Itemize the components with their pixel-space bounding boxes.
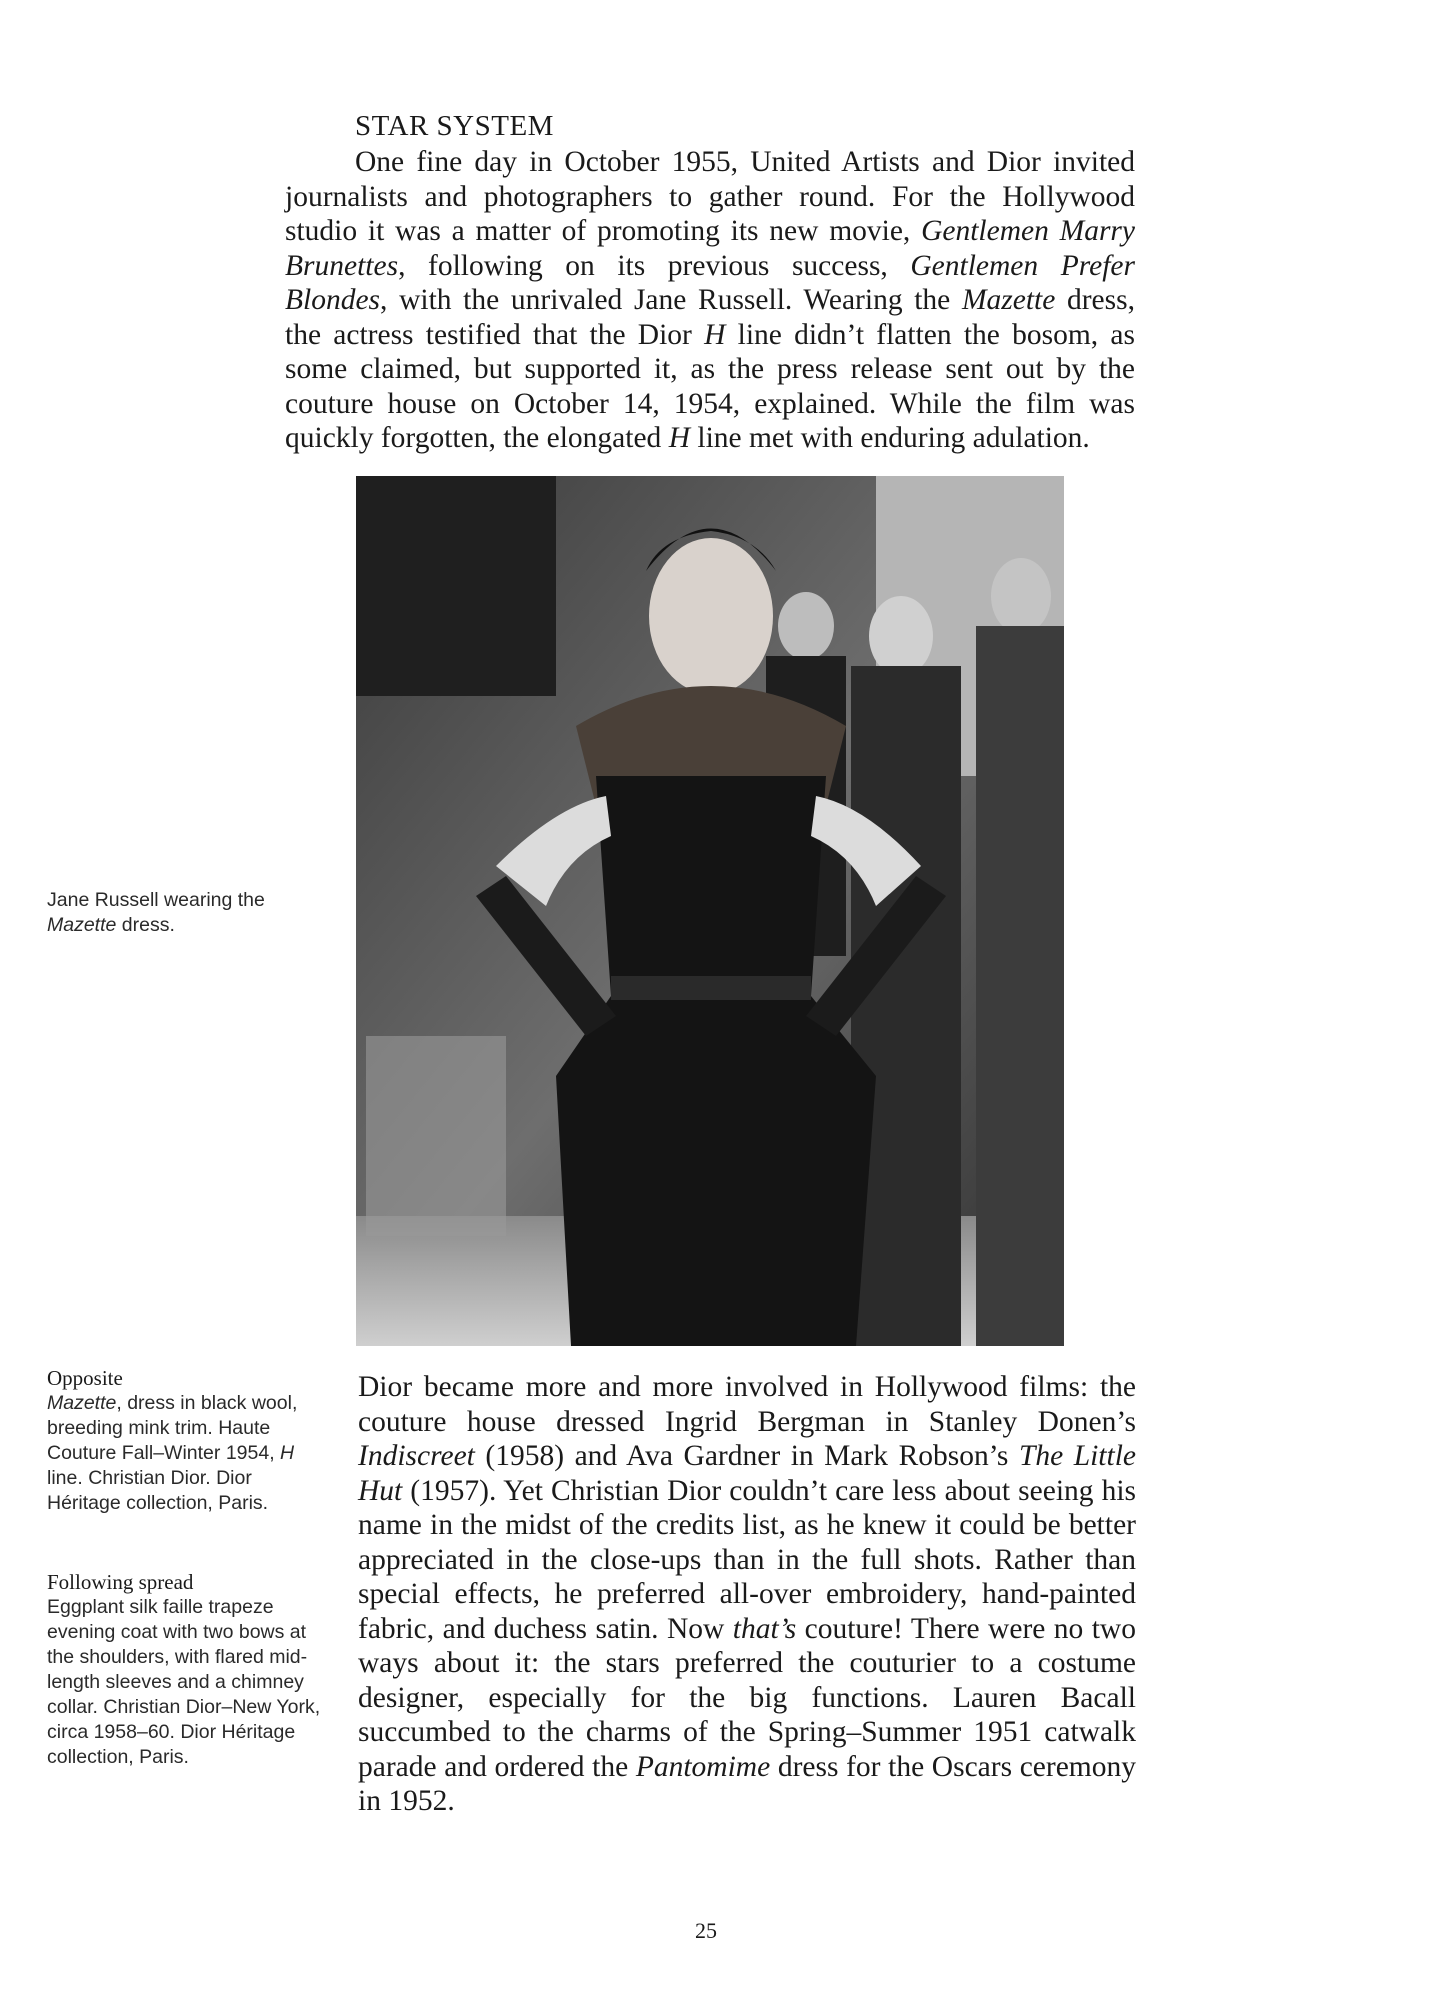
text-run: Eggplant silk faille trapeze evening coat with two bows at the shoulders, with flared mid-length sleeves and a chimney collar. Christian Dior–New York, circa 1958–60. Dior Héritage collection, Paris. <box>47 1596 321 1768</box>
text-run: One fine day in October 1955, United Artists and Dior invited journalists and photographers to gather round. For the Hollywood studio it was a matter of promoting its new movie, <box>285 146 1135 247</box>
text-run: line didn’t flatten the bosom, as some claimed, but supported it, as the press release sent out by the couture house on October 14, 1954, explained. While the film was quickly forgotten, the elongated <box>285 318 1135 454</box>
text-run: dress. <box>116 914 175 936</box>
text-run: , following on its previous success, <box>398 249 911 282</box>
text-run: dress for the Oscars ceremony in 1952. <box>358 1750 1137 1817</box>
body-paragraph-2 <box>358 1370 1136 1819</box>
italic-run: Pantomime <box>635 1750 771 1783</box>
text-run: couture! There were no two ways about it: the stars preferred the couturier to a costume designer, especially for the big functions. Lauren Bacall succumbed to the charms of the Spring–Summer 1951 catwalk parade and ordered the <box>358 1612 1136 1783</box>
italic-run: Mazette <box>47 914 117 936</box>
italic-run: Gentlemen Prefer Blondes <box>285 249 1135 316</box>
body-paragraph-1 <box>285 145 1135 456</box>
text-run: (1958) and Ava Gardner in Mark Robson’s <box>474 1440 1019 1472</box>
caption-opposite <box>47 1366 327 1516</box>
caption-opposite-label: Opposite <box>47 1366 123 1390</box>
jane-russell-photo <box>356 476 1064 1346</box>
text-run: , with the unrivaled Jane Russell. Wearing the <box>380 284 962 316</box>
text-run: line. Christian Dior. Dior Héritage collection, Paris. <box>47 1467 269 1514</box>
italic-run: H <box>704 318 726 351</box>
text-run: , dress in black wool, breeding mink trim. Haute Couture Fall–Winter 1954, <box>47 1392 298 1464</box>
italic-run: H <box>280 1442 295 1464</box>
photo-caption <box>47 888 327 938</box>
section-heading: STAR SYSTEM <box>355 110 554 142</box>
page-number: 25 <box>695 1918 717 1943</box>
caption-following-label: Following spread <box>47 1570 194 1594</box>
italic-run: Indiscreet <box>358 1440 475 1472</box>
italic-run: Mazette <box>961 284 1056 316</box>
text-run: dress, the actress testified that the Dior <box>285 284 1135 351</box>
caption-following-body <box>47 1596 320 1768</box>
caption-following <box>47 1570 327 1770</box>
italic-run: H <box>668 422 690 454</box>
text-run: Jane Russell wearing the <box>47 889 265 911</box>
italic-run: The Little Hut <box>358 1440 1136 1507</box>
text-run: (1957). Yet Christian Dior couldn’t care less about seeing his name in the midst of the credits list, as he knew it could be better appreciated in the close-ups than in the full shots. Rather than special effects, he preferred all-over embroidery, hand-painted fabric, and duchess satin. Now <box>358 1474 1136 1645</box>
caption-opposite-body <box>47 1392 297 1514</box>
italic-run: Mazette <box>47 1392 117 1414</box>
text-run: Dior became more and more involved in Hollywood films: the couture house dressed Ingrid Bergman in Stanley Donen’s <box>358 1371 1136 1438</box>
text-run: line met with enduring adulation. <box>690 422 1090 454</box>
italic-run: Gentlemen Marry Brunettes <box>285 215 1135 282</box>
italic-run: that’s <box>732 1612 797 1645</box>
